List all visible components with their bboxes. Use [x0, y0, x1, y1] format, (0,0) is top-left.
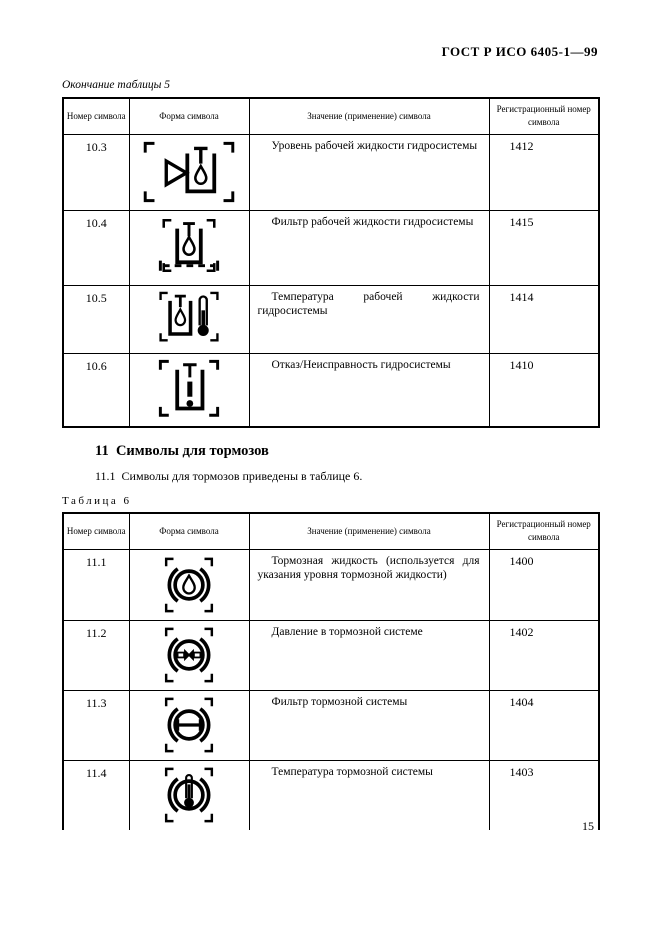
table6	[62, 512, 600, 830]
registration-number: 1402	[489, 620, 599, 690]
hydraulic-fluid-temperature-symbol	[134, 289, 244, 349]
col-header-registration-number: Регистрационный номер символа	[489, 513, 599, 549]
symbol-meaning: Фильтр тормозной системы	[249, 690, 489, 760]
hydraulic-fluid-filter-symbol	[134, 216, 244, 280]
brake-pressure-symbol	[134, 624, 244, 686]
table-row	[63, 760, 599, 830]
hydraulic-fluid-level-symbol	[134, 140, 244, 204]
hydraulic-failure-symbol	[134, 358, 244, 422]
registration-number: 1404	[489, 690, 599, 760]
table6-header-row	[63, 513, 599, 549]
registration-number: 1410	[489, 353, 599, 427]
page-number: 15	[582, 819, 594, 833]
table-row	[63, 549, 599, 620]
registration-number: 1400	[489, 549, 599, 620]
table5-continuation-note: Окончание таблицы 5	[62, 79, 170, 91]
symbol-meaning: Уровень рабочей жидкости гидросистемы	[249, 134, 489, 210]
symbol-meaning: Тормозная жидкость (используется для указания уровня тормозной жидкости)	[249, 549, 489, 620]
registration-number: 1403	[489, 760, 599, 830]
section-paragraph: 11.1 Символы для тормозов приведены в таблице 6.	[95, 469, 363, 483]
brake-temperature-symbol	[134, 764, 244, 826]
symbol-meaning: Температура тормозной системы	[249, 760, 489, 830]
table5	[62, 97, 600, 428]
table-row	[63, 690, 599, 760]
registration-number: 1415	[489, 210, 599, 285]
col-header-symbol-number: Номер символа	[63, 98, 129, 134]
table-row	[63, 620, 599, 690]
table-row	[63, 285, 599, 353]
table-row	[63, 134, 599, 210]
symbol-meaning: Отказ/Неисправность гидросистемы	[249, 353, 489, 427]
document-header: ГОСТ Р ИСО 6405-1—99	[441, 44, 598, 59]
col-header-registration-number: Регистрационный номер символа	[489, 98, 599, 134]
registration-number: 1414	[489, 285, 599, 353]
table-row	[63, 210, 599, 285]
symbol-number: 11.4	[63, 760, 129, 830]
symbol-meaning: Давление в тормозной системе	[249, 620, 489, 690]
brake-fluid-symbol	[134, 554, 244, 616]
table5-header-row	[63, 98, 599, 134]
col-header-symbol-form: Форма символа	[129, 98, 249, 134]
symbol-number: 10.6	[63, 353, 129, 427]
registration-number: 1412	[489, 134, 599, 210]
symbol-number: 10.5	[63, 285, 129, 353]
symbol-meaning: Температура рабочей жидкости гидросистемы	[249, 285, 489, 353]
symbol-number: 10.3	[63, 134, 129, 210]
brake-filter-symbol	[134, 694, 244, 756]
section-heading: 11 Символы для тормозов	[95, 443, 269, 459]
table-row	[63, 353, 599, 427]
symbol-meaning: Фильтр рабочей жидкости гидросистемы	[249, 210, 489, 285]
symbol-number: 11.2	[63, 620, 129, 690]
col-header-symbol-number: Номер символа	[63, 513, 129, 549]
col-header-symbol-meaning: Значение (применение) символа	[249, 98, 489, 134]
col-header-symbol-meaning: Значение (применение) символа	[249, 513, 489, 549]
symbol-number: 11.3	[63, 690, 129, 760]
table6-caption: Таблица 6	[62, 495, 132, 507]
symbol-number: 11.1	[63, 549, 129, 620]
col-header-symbol-form: Форма символа	[129, 513, 249, 549]
symbol-number: 10.4	[63, 210, 129, 285]
